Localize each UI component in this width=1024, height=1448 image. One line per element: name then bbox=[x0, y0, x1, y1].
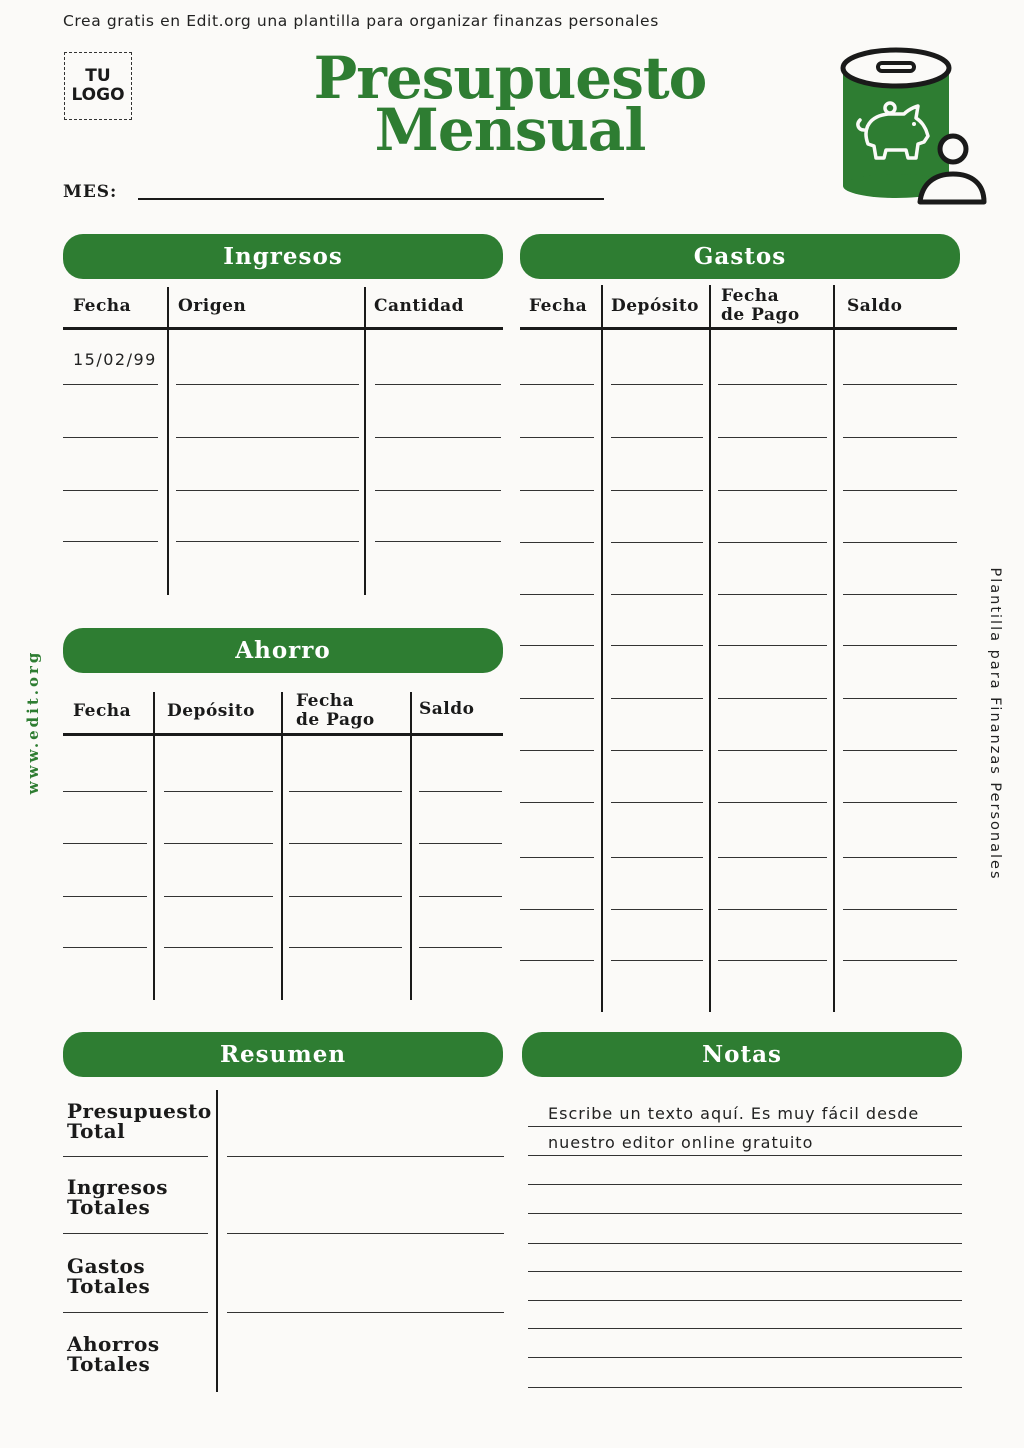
gastos-entry-line[interactable] bbox=[843, 750, 957, 751]
gastos-entry-line[interactable] bbox=[718, 594, 827, 595]
gastos-entry-line[interactable] bbox=[611, 437, 703, 438]
gastos-entry-line[interactable] bbox=[520, 698, 594, 699]
ahorro-header bbox=[63, 628, 503, 673]
notas-entry-line[interactable] bbox=[528, 1213, 962, 1214]
resumen-value-line[interactable] bbox=[227, 1233, 504, 1234]
gastos-divider bbox=[833, 285, 835, 1012]
ahorro-divider bbox=[410, 692, 412, 1000]
resumen-label-line2: Totales bbox=[67, 1195, 151, 1219]
ahorro-entry-line[interactable] bbox=[419, 896, 502, 897]
gastos-entry-line[interactable] bbox=[611, 645, 703, 646]
gastos-entry-line[interactable] bbox=[843, 542, 957, 543]
ingresos-header bbox=[63, 234, 503, 279]
gastos-entry-line[interactable] bbox=[611, 909, 703, 910]
resumen-ingresos-totales bbox=[67, 1177, 168, 1217]
gastos-entry-line[interactable] bbox=[520, 490, 594, 491]
ahorro-entry-line[interactable] bbox=[63, 791, 147, 792]
gastos-entry-line[interactable] bbox=[718, 960, 827, 961]
ingresos-entry-line[interactable] bbox=[63, 490, 158, 491]
ahorro-col-fecha: Fecha bbox=[73, 701, 132, 721]
resumen-label-line1: Ahorros bbox=[67, 1332, 160, 1356]
gastos-entry-line[interactable] bbox=[520, 960, 594, 961]
gastos-entry-line[interactable] bbox=[520, 857, 594, 858]
ahorro-entry-line[interactable] bbox=[289, 791, 402, 792]
gastos-entry-line[interactable] bbox=[611, 857, 703, 858]
ahorro-col-fecha-pago-line2: de Pago bbox=[296, 710, 375, 730]
notas-title: Notas bbox=[702, 1041, 782, 1068]
ingresos-col-origen: Origen bbox=[178, 296, 247, 316]
gastos-entry-line[interactable] bbox=[843, 857, 957, 858]
ingresos-entry-line[interactable] bbox=[176, 437, 359, 438]
ahorro-divider bbox=[153, 692, 155, 1000]
ahorro-entry-line[interactable] bbox=[289, 947, 402, 948]
notas-entry-line[interactable] bbox=[528, 1300, 962, 1301]
gastos-header bbox=[520, 234, 960, 279]
resumen-label-line1: Ingresos bbox=[67, 1175, 169, 1199]
gastos-entry-line[interactable] bbox=[611, 542, 703, 543]
gastos-entry-line[interactable] bbox=[611, 594, 703, 595]
gastos-col-saldo: Saldo bbox=[847, 296, 903, 316]
ingresos-entry-line[interactable] bbox=[375, 541, 501, 542]
gastos-entry-line[interactable] bbox=[843, 960, 957, 961]
ingresos-entry-line[interactable] bbox=[375, 384, 501, 385]
ingresos-divider bbox=[167, 287, 169, 595]
notas-entry-line[interactable] bbox=[528, 1155, 962, 1156]
ahorro-entry-line[interactable] bbox=[419, 791, 502, 792]
gastos-header-rule bbox=[520, 327, 957, 330]
gastos-entry-line[interactable] bbox=[718, 802, 827, 803]
ingresos-col-cantidad: Cantidad bbox=[374, 296, 465, 316]
piggy-bank-jar-icon bbox=[838, 46, 988, 208]
gastos-col-fecha-pago bbox=[721, 287, 800, 325]
ahorro-entry-line[interactable] bbox=[63, 947, 147, 948]
gastos-entry-line[interactable] bbox=[843, 594, 957, 595]
resumen-label-line2: Totales bbox=[67, 1352, 151, 1376]
gastos-entry-line[interactable] bbox=[843, 384, 957, 385]
notas-entry-line[interactable] bbox=[528, 1271, 962, 1272]
ahorro-entry-line[interactable] bbox=[164, 791, 273, 792]
ingresos-header-rule bbox=[63, 327, 503, 330]
notas-entry-line[interactable] bbox=[528, 1387, 962, 1388]
ahorro-title: Ahorro bbox=[235, 637, 331, 664]
ingresos-entry-line[interactable] bbox=[176, 541, 359, 542]
ingresos-entry-line[interactable] bbox=[63, 541, 158, 542]
ingresos-sample-date[interactable]: 15/02/99 bbox=[73, 350, 157, 369]
ahorro-col-saldo: Saldo bbox=[419, 699, 475, 719]
resumen-value-line[interactable] bbox=[227, 1156, 504, 1157]
notas-entry-line[interactable] bbox=[528, 1357, 962, 1358]
gastos-entry-line[interactable] bbox=[843, 909, 957, 910]
notas-entry-line[interactable] bbox=[528, 1184, 962, 1185]
resumen-gastos-totales bbox=[67, 1256, 150, 1296]
resumen-row-line bbox=[63, 1312, 208, 1313]
ahorro-entry-line[interactable] bbox=[419, 947, 502, 948]
ahorro-entry-line[interactable] bbox=[419, 843, 502, 844]
notas-entry-line[interactable] bbox=[528, 1126, 962, 1127]
logo-placeholder[interactable] bbox=[64, 52, 132, 120]
gastos-entry-line[interactable] bbox=[843, 698, 957, 699]
gastos-col-fecha-pago-line1: Fecha bbox=[721, 286, 780, 306]
resumen-divider bbox=[216, 1090, 218, 1392]
gastos-col-deposito: Depósito bbox=[611, 296, 700, 316]
notas-entry-line[interactable] bbox=[528, 1328, 962, 1329]
ingresos-title: Ingresos bbox=[223, 243, 343, 270]
resumen-presupuesto-total bbox=[67, 1101, 212, 1141]
resumen-row-line bbox=[63, 1233, 208, 1234]
month-label: MES: bbox=[63, 182, 118, 202]
ahorro-entry-line[interactable] bbox=[289, 896, 402, 897]
gastos-entry-line[interactable] bbox=[718, 542, 827, 543]
gastos-entry-line[interactable] bbox=[843, 645, 957, 646]
gastos-entry-line[interactable] bbox=[611, 490, 703, 491]
logo-line-2: LOGO bbox=[71, 85, 125, 105]
gastos-entry-line[interactable] bbox=[718, 645, 827, 646]
gastos-entry-line[interactable] bbox=[843, 490, 957, 491]
ingresos-entry-line[interactable] bbox=[375, 490, 501, 491]
resumen-header bbox=[63, 1032, 503, 1077]
resumen-label-line2: Total bbox=[67, 1119, 126, 1143]
gastos-divider bbox=[601, 285, 603, 1012]
resumen-title: Resumen bbox=[219, 1041, 347, 1068]
ingresos-entry-line[interactable] bbox=[176, 490, 359, 491]
resumen-label-line1: Gastos bbox=[67, 1254, 146, 1278]
resumen-row-line bbox=[63, 1156, 208, 1157]
ingresos-divider bbox=[364, 287, 366, 595]
ahorro-entry-line[interactable] bbox=[164, 896, 273, 897]
ahorro-divider bbox=[281, 692, 283, 1000]
gastos-entry-line[interactable] bbox=[718, 384, 827, 385]
ahorro-col-fecha-pago-line1: Fecha bbox=[296, 691, 355, 711]
gastos-entry-line[interactable] bbox=[611, 750, 703, 751]
gastos-entry-line[interactable] bbox=[520, 802, 594, 803]
resumen-ahorros-totales bbox=[67, 1334, 160, 1374]
month-input-line[interactable] bbox=[138, 198, 604, 200]
ingresos-col-fecha: Fecha bbox=[73, 296, 132, 316]
gastos-title: Gastos bbox=[693, 243, 787, 270]
ahorro-entry-line[interactable] bbox=[164, 947, 273, 948]
gastos-entry-line[interactable] bbox=[718, 437, 827, 438]
ahorro-col-fecha-pago bbox=[296, 692, 375, 730]
gastos-entry-line[interactable] bbox=[843, 437, 957, 438]
gastos-entry-line[interactable] bbox=[718, 750, 827, 751]
title-line-2: Mensual bbox=[374, 96, 646, 164]
gastos-divider bbox=[709, 285, 711, 1012]
title-line-1: Presupuesto bbox=[313, 44, 707, 112]
gastos-entry-line[interactable] bbox=[718, 490, 827, 491]
ahorro-entry-line[interactable] bbox=[289, 843, 402, 844]
gastos-entry-line[interactable] bbox=[843, 802, 957, 803]
notas-entry-line[interactable] bbox=[528, 1243, 962, 1244]
ingresos-entry-line[interactable] bbox=[63, 437, 158, 438]
gastos-entry-line[interactable] bbox=[520, 542, 594, 543]
gastos-entry-line[interactable] bbox=[520, 909, 594, 910]
notas-header bbox=[522, 1032, 962, 1077]
gastos-entry-line[interactable] bbox=[611, 384, 703, 385]
ingresos-entry-line[interactable] bbox=[375, 437, 501, 438]
ahorro-entry-line[interactable] bbox=[63, 843, 147, 844]
notas-text-line2[interactable]: nuestro editor online gratuito bbox=[548, 1133, 814, 1152]
resumen-value-line[interactable] bbox=[227, 1312, 504, 1313]
gastos-entry-line[interactable] bbox=[520, 750, 594, 751]
resumen-label-line2: Totales bbox=[67, 1274, 151, 1298]
gastos-entry-line[interactable] bbox=[520, 594, 594, 595]
ahorro-entry-line[interactable] bbox=[164, 843, 273, 844]
ahorro-entry-line[interactable] bbox=[63, 896, 147, 897]
top-note: Crea gratis en Edit.org una plantilla para organizar finanzas personales bbox=[63, 12, 659, 30]
gastos-entry-line[interactable] bbox=[520, 384, 594, 385]
resumen-label-line1: Presupuesto bbox=[67, 1099, 212, 1123]
gastos-entry-line[interactable] bbox=[611, 698, 703, 699]
gastos-entry-line[interactable] bbox=[718, 909, 827, 910]
gastos-entry-line[interactable] bbox=[718, 857, 827, 858]
gastos-col-fecha-pago-line2: de Pago bbox=[721, 305, 800, 325]
page-title bbox=[260, 44, 760, 164]
gastos-entry-line[interactable] bbox=[520, 645, 594, 646]
gastos-entry-line[interactable] bbox=[611, 802, 703, 803]
side-website: www.edit.org bbox=[24, 649, 42, 795]
ahorro-col-deposito: Depósito bbox=[167, 701, 256, 721]
gastos-col-fecha: Fecha bbox=[529, 296, 588, 316]
gastos-entry-line[interactable] bbox=[718, 698, 827, 699]
ahorro-header-rule bbox=[63, 733, 503, 736]
gastos-entry-line[interactable] bbox=[520, 437, 594, 438]
logo-line-1: TU bbox=[85, 66, 111, 86]
notas-text-line1[interactable]: Escribe un texto aquí. Es muy fácil desde bbox=[548, 1104, 920, 1123]
ingresos-entry-line[interactable] bbox=[176, 384, 359, 385]
ingresos-entry-line[interactable] bbox=[63, 384, 158, 385]
side-caption: Plantilla para Finanzas Personales bbox=[987, 567, 1003, 881]
gastos-entry-line[interactable] bbox=[611, 960, 703, 961]
